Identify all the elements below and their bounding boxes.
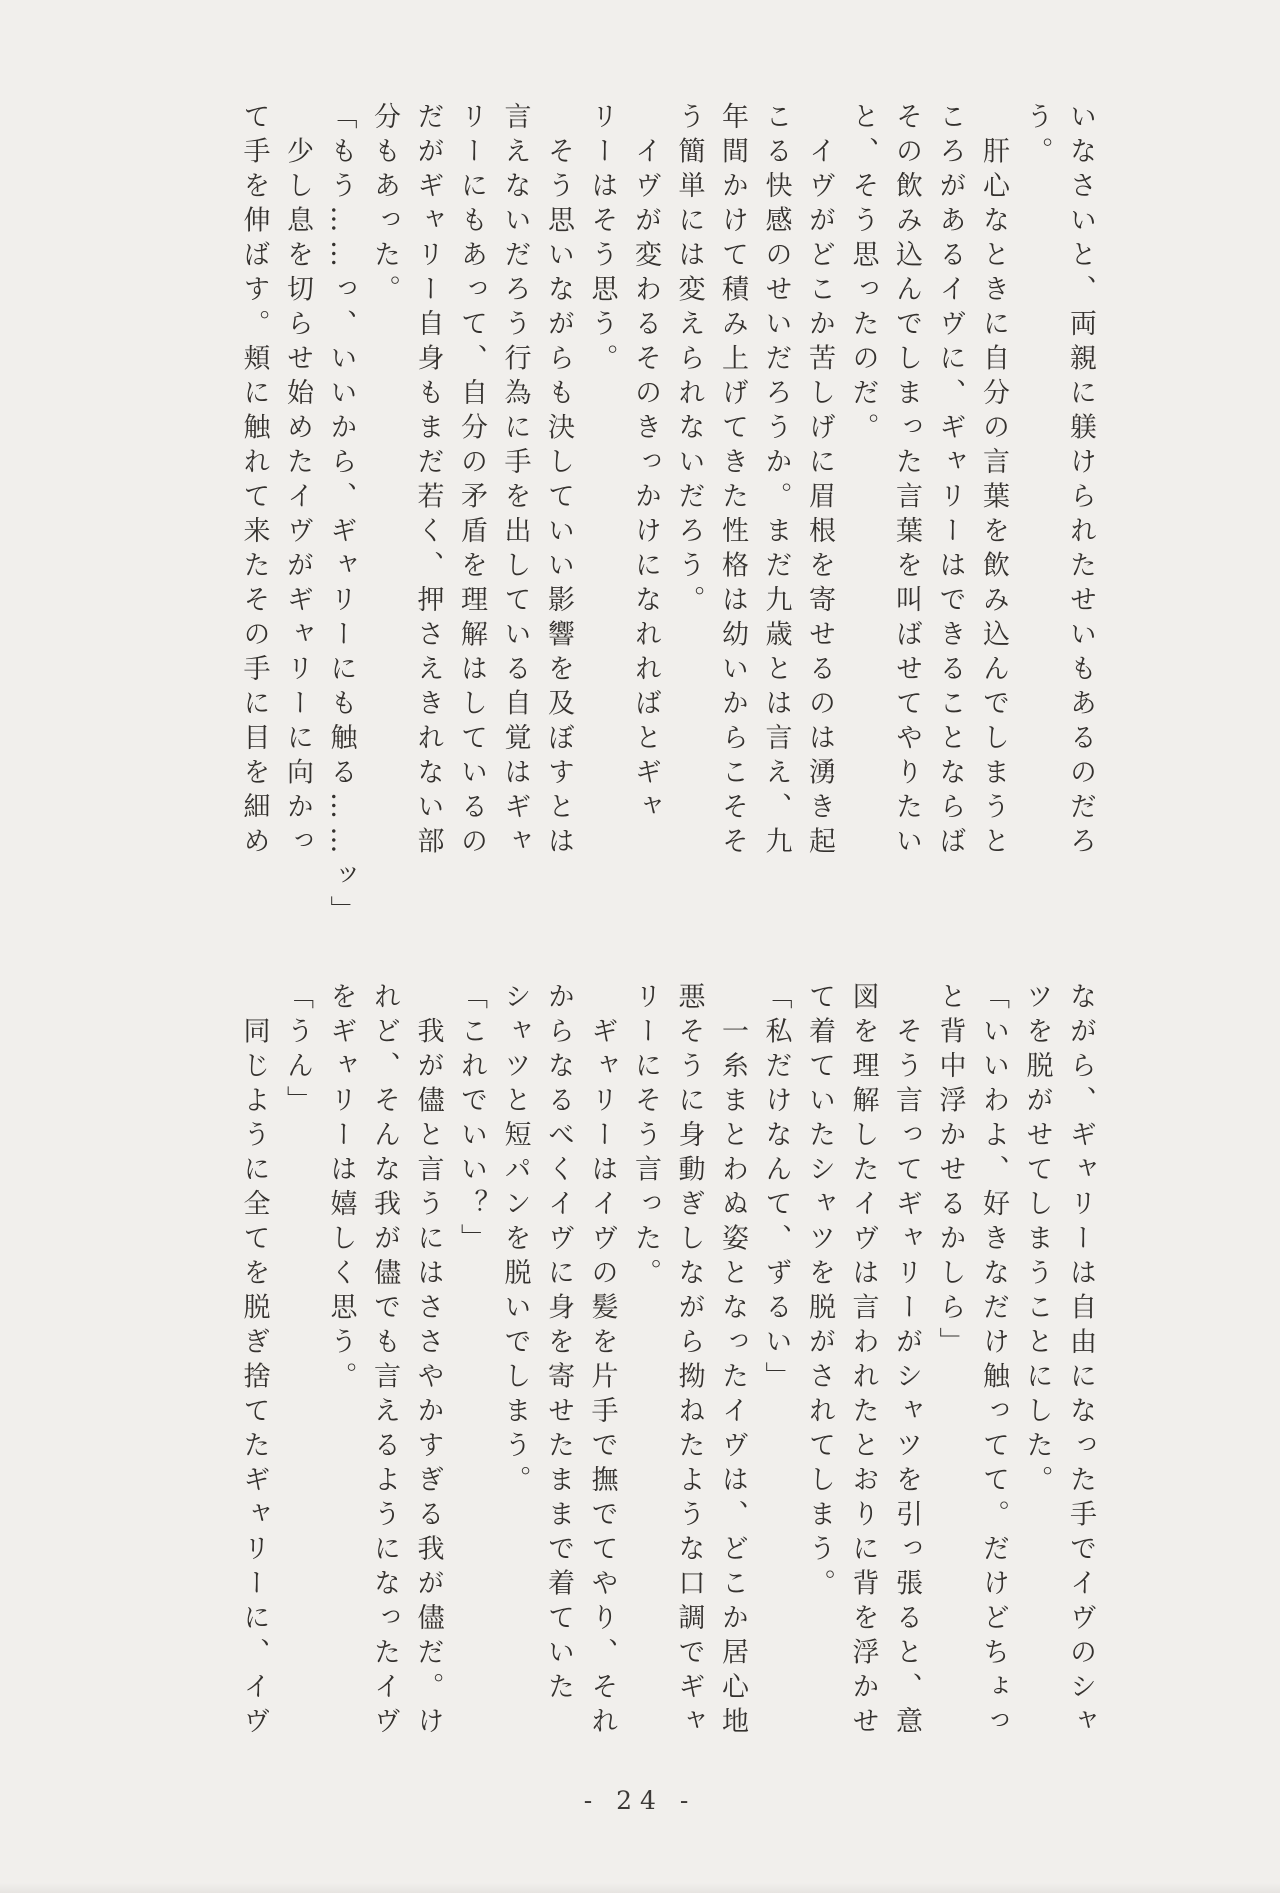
text-line: 同じように全てを脱ぎ捨てたギャリーに、イヴ	[238, 982, 270, 1741]
text-line: と、そう思ったのだ。	[847, 102, 879, 447]
text-line: リーにそう言った。	[630, 982, 661, 1293]
text-line: イヴがどこか苦しげに眉根を寄せるのは湧き起	[804, 102, 835, 861]
text-line: 少し息を切らせ始めたイヴがギャリーに向かっ	[282, 102, 313, 861]
text-line: う簡単には変えられないだろう。	[673, 102, 705, 620]
text-line: 言えないだろう行為に手を出している自覚はギャ	[499, 102, 531, 861]
text-line: リーにもあって、自分の矛盾を理解はしているの	[456, 102, 487, 861]
upper-text-block	[232, 102, 1102, 930]
text-line: 年間かけて積み上げてきた性格は幼いからこそそ	[717, 102, 748, 861]
text-line: 分もあった。	[369, 102, 400, 309]
text-line: う。	[1021, 102, 1053, 171]
text-line: 「もう……っ、いいから、ギャリーにも触る……ッ」	[325, 102, 357, 930]
text-line: イヴが変わるそのきっかけになれればとギャ	[630, 102, 661, 827]
text-line: 「これでいい？」	[456, 982, 487, 1258]
text-line: シャツと短パンを脱いでしまう。	[499, 982, 531, 1500]
text-line: と背中浮かせるかしら」	[934, 982, 966, 1362]
text-line: 肝心なときに自分の言葉を飲み込んでしまうと	[978, 102, 1009, 861]
text-line: からなるべくイヴに身を寄せたままで着ていた	[543, 982, 574, 1707]
text-line: て手を伸ばす。頬に触れて来たその手に目を細め	[238, 102, 270, 861]
page-number: - 24 -	[583, 1786, 697, 1815]
text-line: ツを脱がせてしまうことにした。	[1021, 982, 1053, 1500]
text-line: そう言ってギャリーがシャツを引っ張ると、意	[891, 982, 922, 1741]
text-line: れど、そんな我が儘でも言えるようになったイヴ	[369, 982, 400, 1741]
text-line: ギャリーはイヴの髪を片手で撫でてやり、それ	[586, 982, 618, 1741]
text-line: 悪そうに身動ぎしながら拗ねたような口調でギャ	[673, 982, 705, 1741]
text-line: 「うん」	[282, 982, 313, 1120]
text-line: こる快感のせいだろうか。まだ九歳とは言え、九	[760, 102, 792, 861]
text-line: 一糸まとわぬ姿となったイヴは、どこか居心地	[717, 982, 748, 1741]
text-line: 「私だけなんて、ずるい」	[760, 982, 792, 1396]
text-line: て着ていたシャツを脱がされてしまう。	[804, 982, 835, 1603]
text-line: リーはそう思う。	[586, 102, 618, 378]
text-line: ころがあるイヴに、ギャリーはできることならば	[934, 102, 966, 861]
text-line: ながら、ギャリーは自由になった手でイヴのシャ	[1065, 982, 1096, 1741]
text-line: そう思いながらも決していい影響を及ぼすとは	[543, 102, 574, 861]
text-line: 「いいわよ、好きなだけ触ってて。だけどちょっ	[978, 982, 1009, 1741]
text-line: いなさいと、両親に躾けられたせいもあるのだろ	[1065, 102, 1096, 861]
text-line: 図を理解したイヴは言われたとおりに背を浮かせ	[847, 982, 879, 1741]
lower-text-block	[232, 982, 1102, 1760]
text-line: 我が儘と言うにはささやかすぎる我が儘だ。け	[412, 982, 444, 1741]
text-line: その飲み込んでしまった言葉を叫ばせてやりたい	[891, 102, 922, 861]
text-line: だがギャリー自身もまだ若く、押さえきれない部	[412, 102, 444, 861]
text-line: をギャリーは嬉しく思う。	[325, 982, 357, 1396]
scan-edge-shadow	[0, 1883, 1280, 1893]
